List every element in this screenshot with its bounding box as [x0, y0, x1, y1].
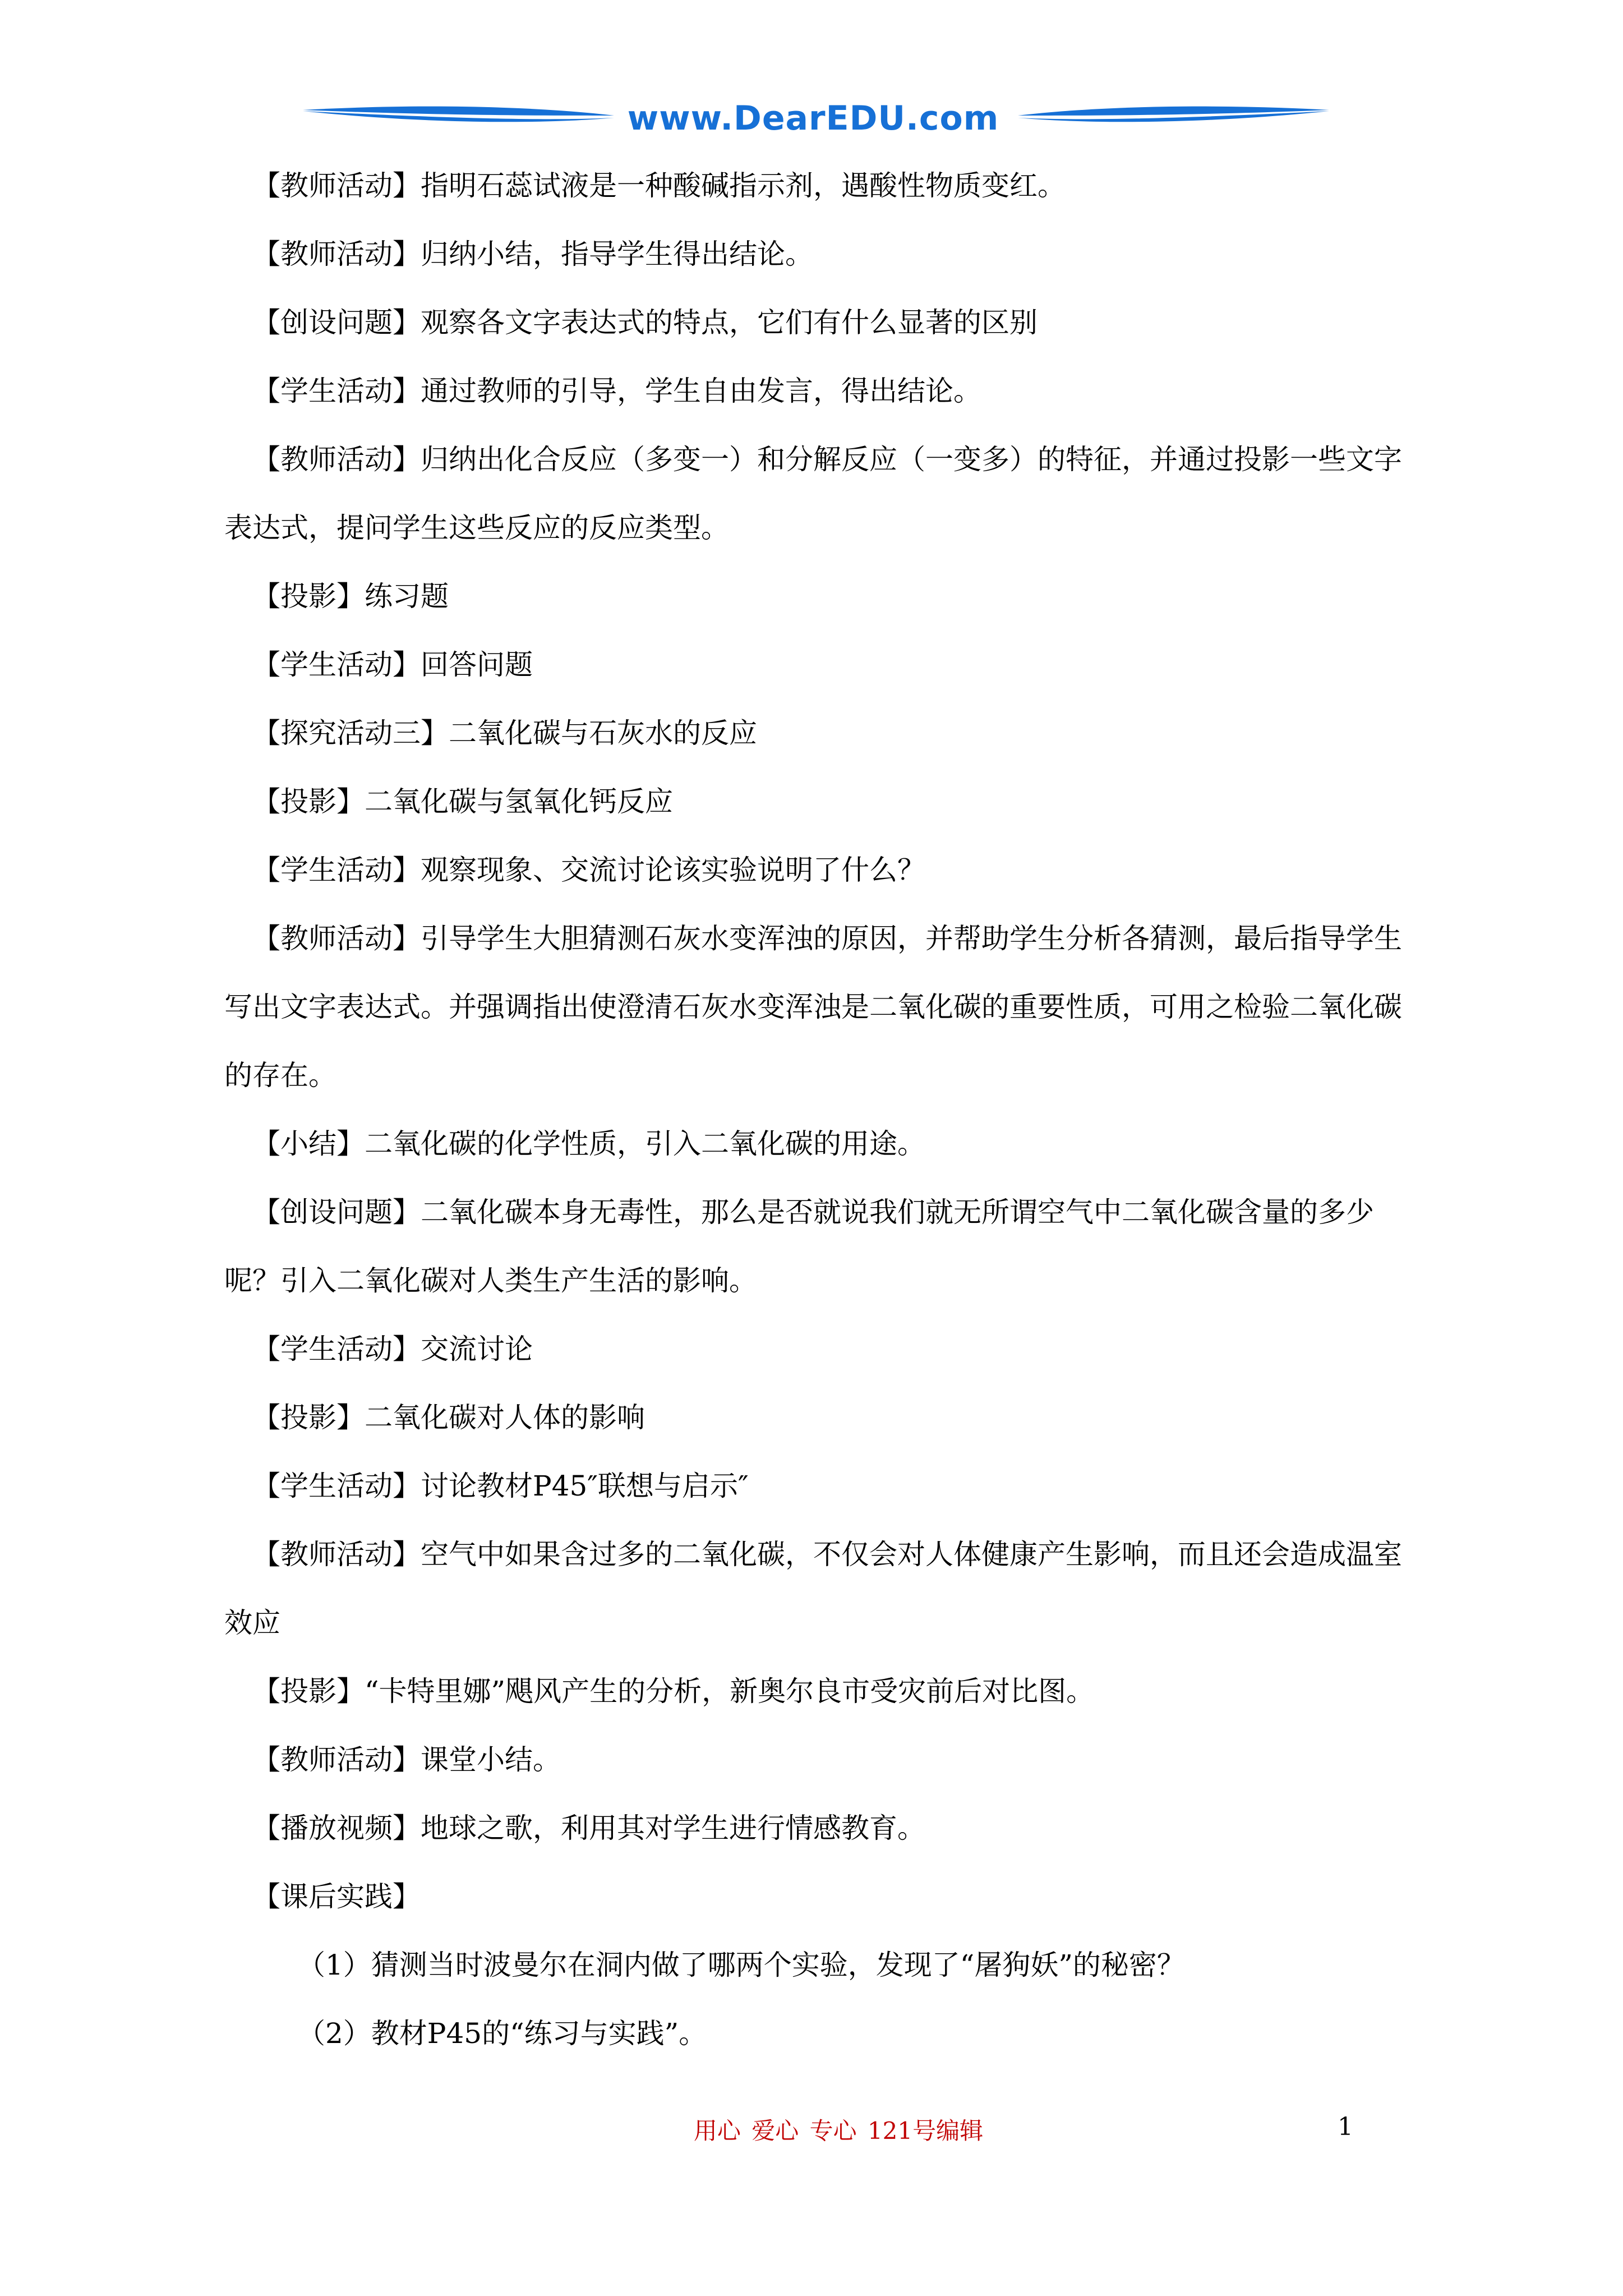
- footer-text: 用心 爱心 专心 121号编辑: [693, 2117, 984, 2145]
- paragraph: 【教师活动】归纳出化合反应（多变一）和分解反应（一变多）的特征，并通过投影一些文字表达式，提问学生这些反应的反应类型。: [224, 443, 1402, 544]
- site-url[interactable]: www.DearEDU.com: [627, 99, 999, 138]
- page-number: 1: [1338, 2113, 1353, 2141]
- paragraph: 【学生活动】通过教师的引导，学生自由发言，得出结论。: [252, 375, 981, 407]
- paragraph: 【课后实践】: [252, 1880, 421, 1913]
- paragraph: 【投影】二氧化碳对人体的影响: [252, 1401, 645, 1434]
- paragraph: 【学生活动】回答问题: [252, 648, 533, 681]
- paragraph: 【投影】练习题: [252, 580, 449, 613]
- paragraph: 【小结】二氧化碳的化学性质，引入二氧化碳的用途。: [252, 1128, 925, 1160]
- paragraph: 【教师活动】空气中如果含过多的二氧化碳，不仅会对人体健康产生影响，而且还会造成温室效应: [224, 1538, 1402, 1639]
- paragraph: 【创设问题】观察各文字表达式的特点，它们有什么显著的区别: [252, 306, 1038, 339]
- paragraph: 【探究活动三】二氧化碳与石灰水的反应: [252, 717, 757, 749]
- paragraph: 【教师活动】指明石蕊试液是一种酸碱指示剂，遇酸性物质变红。: [252, 169, 1066, 202]
- paragraph: 【投影】二氧化碳与氢氧化钙反应: [252, 785, 673, 818]
- sub-item: （1）猜测当时波曼尔在洞内做了哪两个实验，发现了“屠狗妖”的秘密？: [297, 1949, 1185, 1981]
- document-body: [224, 151, 1408, 2068]
- paragraph: 【播放视频】地球之歌，利用其对学生进行情感教育。: [252, 1812, 925, 1844]
- paragraph: 【学生活动】交流讨论: [252, 1333, 533, 1365]
- paragraph: 【教师活动】归纳小结，指导学生得出结论。: [252, 238, 813, 270]
- paragraph: 【教师活动】引导学生大胆猜测石灰水变浑浊的原因，并帮助学生分析各猜测，最后指导学生写出文字表达式。并强调指出使澄清石灰水变浑浊是二氧化碳的重要性质，可用之检验二氧化碳的存在。: [224, 922, 1402, 1092]
- paragraph: 【学生活动】观察现象、交流讨论该实验说明了什么？: [252, 854, 925, 886]
- sub-item: （2）教材P45的“练习与实践”。: [297, 2017, 707, 2050]
- paragraph: 【投影】“卡特里娜”飓风产生的分析，新奥尔良市受灾前后对比图。: [252, 1675, 1095, 1708]
- paragraph: 【教师活动】课堂小结。: [252, 1743, 561, 1776]
- paragraph: 【学生活动】讨论教材P45″联想与启示″: [252, 1470, 749, 1502]
- paragraph: 【创设问题】二氧化碳本身无毒性，那么是否就说我们就无所谓空气中二氧化碳含量的多少呢？引入二氧化碳对人类生产生活的影响。: [224, 1196, 1374, 1297]
